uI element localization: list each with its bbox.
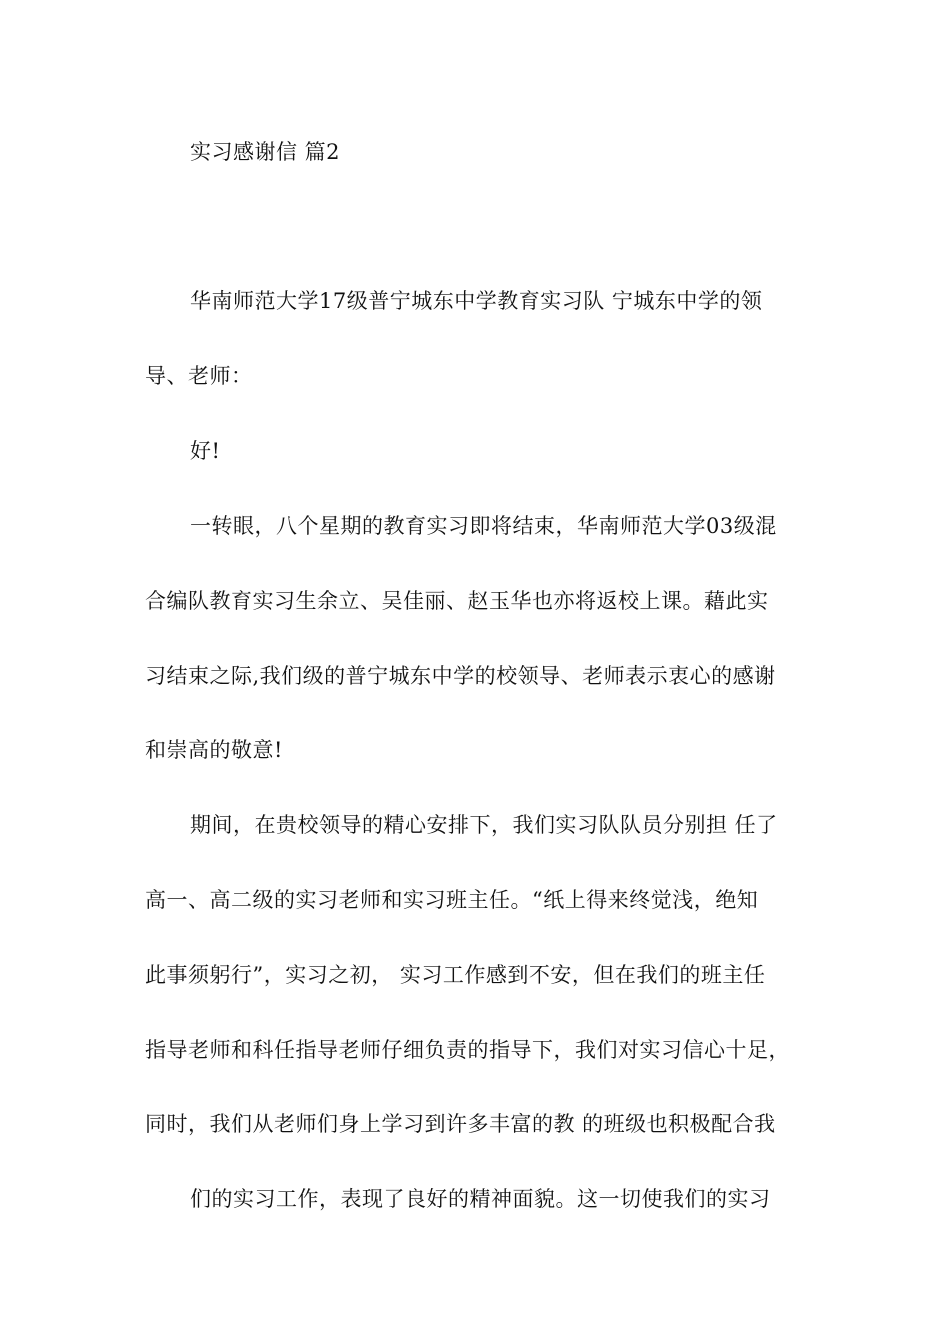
paragraph-2-line-4: 指导老师和科任指导老师仔细负责的指导下，我们对实习信心十足， [145, 1038, 790, 1062]
paragraph-2-line-2: 高一、高二级的实习老师和实习班主任。“纸上得来终觉浅，绝知 [145, 888, 759, 912]
paragraph-2-line-1: 期间，在贵校领导的精心安排下，我们实习队队员分别担 任了 [190, 813, 778, 837]
paragraph-1-line-1: 一转眼，八个星期的教育实习即将结束，华南师范大学03级混 [190, 514, 777, 538]
paragraph-2-line-3: 此事须躬行”，实习之初， 实习工作感到不安，但在我们的班主任 [145, 963, 766, 987]
paragraph-1-line-3: 习结束之际,我们级的普宁城东中学的校领导、老师表示衷心的感谢 [145, 664, 776, 688]
greeting-line: 好! [190, 439, 221, 463]
paragraph-2-line-6: 们的实习工作，表现了良好的精神面貌。这一切使我们的实习 [190, 1187, 771, 1211]
salutation-line-2: 导、老师： [145, 364, 253, 388]
paragraph-1-line-4: 和崇高的敬意! [145, 738, 283, 762]
salutation-line-1: 华南师范大学17级普宁城东中学教育实习队 宁城东中学的领 [190, 289, 763, 313]
paragraph-1-line-2: 合编队教育实习生余立、吴佳丽、赵玉华也亦将返校上课。藉此实 [145, 589, 769, 613]
paragraph-2-line-5: 同时，我们从老师们身上学习到许多丰富的教 的班级也积极配合我 [145, 1112, 776, 1136]
document-title: 实习感谢信 篇2 [190, 140, 341, 164]
